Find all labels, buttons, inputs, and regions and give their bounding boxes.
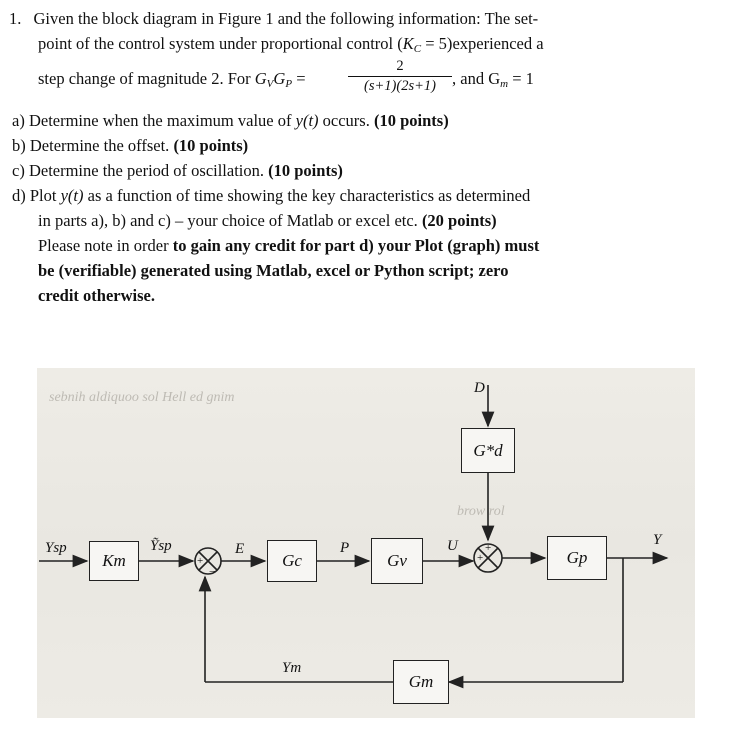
transfer-function-fraction xyxy=(348,58,452,95)
sum2-plus-sign: + xyxy=(477,552,484,564)
gv-block: Gv xyxy=(371,538,423,584)
part-d-line-2: in parts a), b) and c) – your choice of Matlab or excel etc. (20 points) xyxy=(38,211,497,230)
background-ghost-text: brow rol xyxy=(457,504,505,519)
sum2-plus-sign-top: + xyxy=(485,542,492,554)
problem-intro-1: Given the block diagram in Figure 1 and the following information: The set- xyxy=(33,9,539,28)
part-d-line-4: be (verifiable) generated using Matlab, excel or Python script; zero xyxy=(38,261,509,280)
block-diagram-figure xyxy=(37,368,695,718)
gm-block: Gm xyxy=(393,660,449,704)
problem-line-3: step change of magnitude 2. For $G_VG_P$ = xyxy=(38,69,306,90)
gd-block: G*d xyxy=(461,428,515,473)
signal-y: Y xyxy=(653,532,662,548)
signal-p: P xyxy=(340,540,350,556)
part-b: b) Determine the offset. (10 points) xyxy=(12,136,249,155)
problem-number: 1. xyxy=(9,9,22,28)
fraction-denominator: (s+1)(2s+1) xyxy=(364,78,436,94)
km-block: Km xyxy=(89,541,139,581)
gp-block: Gp xyxy=(547,536,607,580)
sum1-plus-sign: + xyxy=(197,555,204,567)
gc-block: Gc xyxy=(267,540,317,582)
fraction-numerator: 2 xyxy=(396,58,404,74)
sum1-minus-sign: − xyxy=(209,566,216,578)
part-d: d) Plot y(t) as a function of time showing the key characteristics as determined xyxy=(12,186,531,205)
signal-d: D xyxy=(474,380,485,396)
background-ghost-text: sebnih aldiquoo sol Hell ed gnim xyxy=(49,390,235,405)
part-d-line-5: credit otherwise. xyxy=(38,286,155,305)
problem-line-2: point of the control system under proportional control ($K_C$ = 5)experienced a xyxy=(38,34,544,55)
signal-ysp: Ysp xyxy=(45,540,67,556)
signal-u: U xyxy=(447,538,458,554)
part-d-line-3: Please note in order to gain any credit for part d) your Plot (graph) must xyxy=(38,236,540,255)
signal-ym: Ym xyxy=(282,660,302,676)
signal-e: E xyxy=(235,541,245,557)
part-a: a) Determine when the maximum value of y(t) occurs. (10 points) xyxy=(12,111,449,130)
signal-ysp-tilde: Ỹsp xyxy=(150,538,172,554)
problem-line-1 xyxy=(9,9,538,29)
part-c: c) Determine the period of oscillation. (10 points) xyxy=(12,161,343,180)
problem-gm-text: , and $G_m = 1$ xyxy=(452,69,534,90)
